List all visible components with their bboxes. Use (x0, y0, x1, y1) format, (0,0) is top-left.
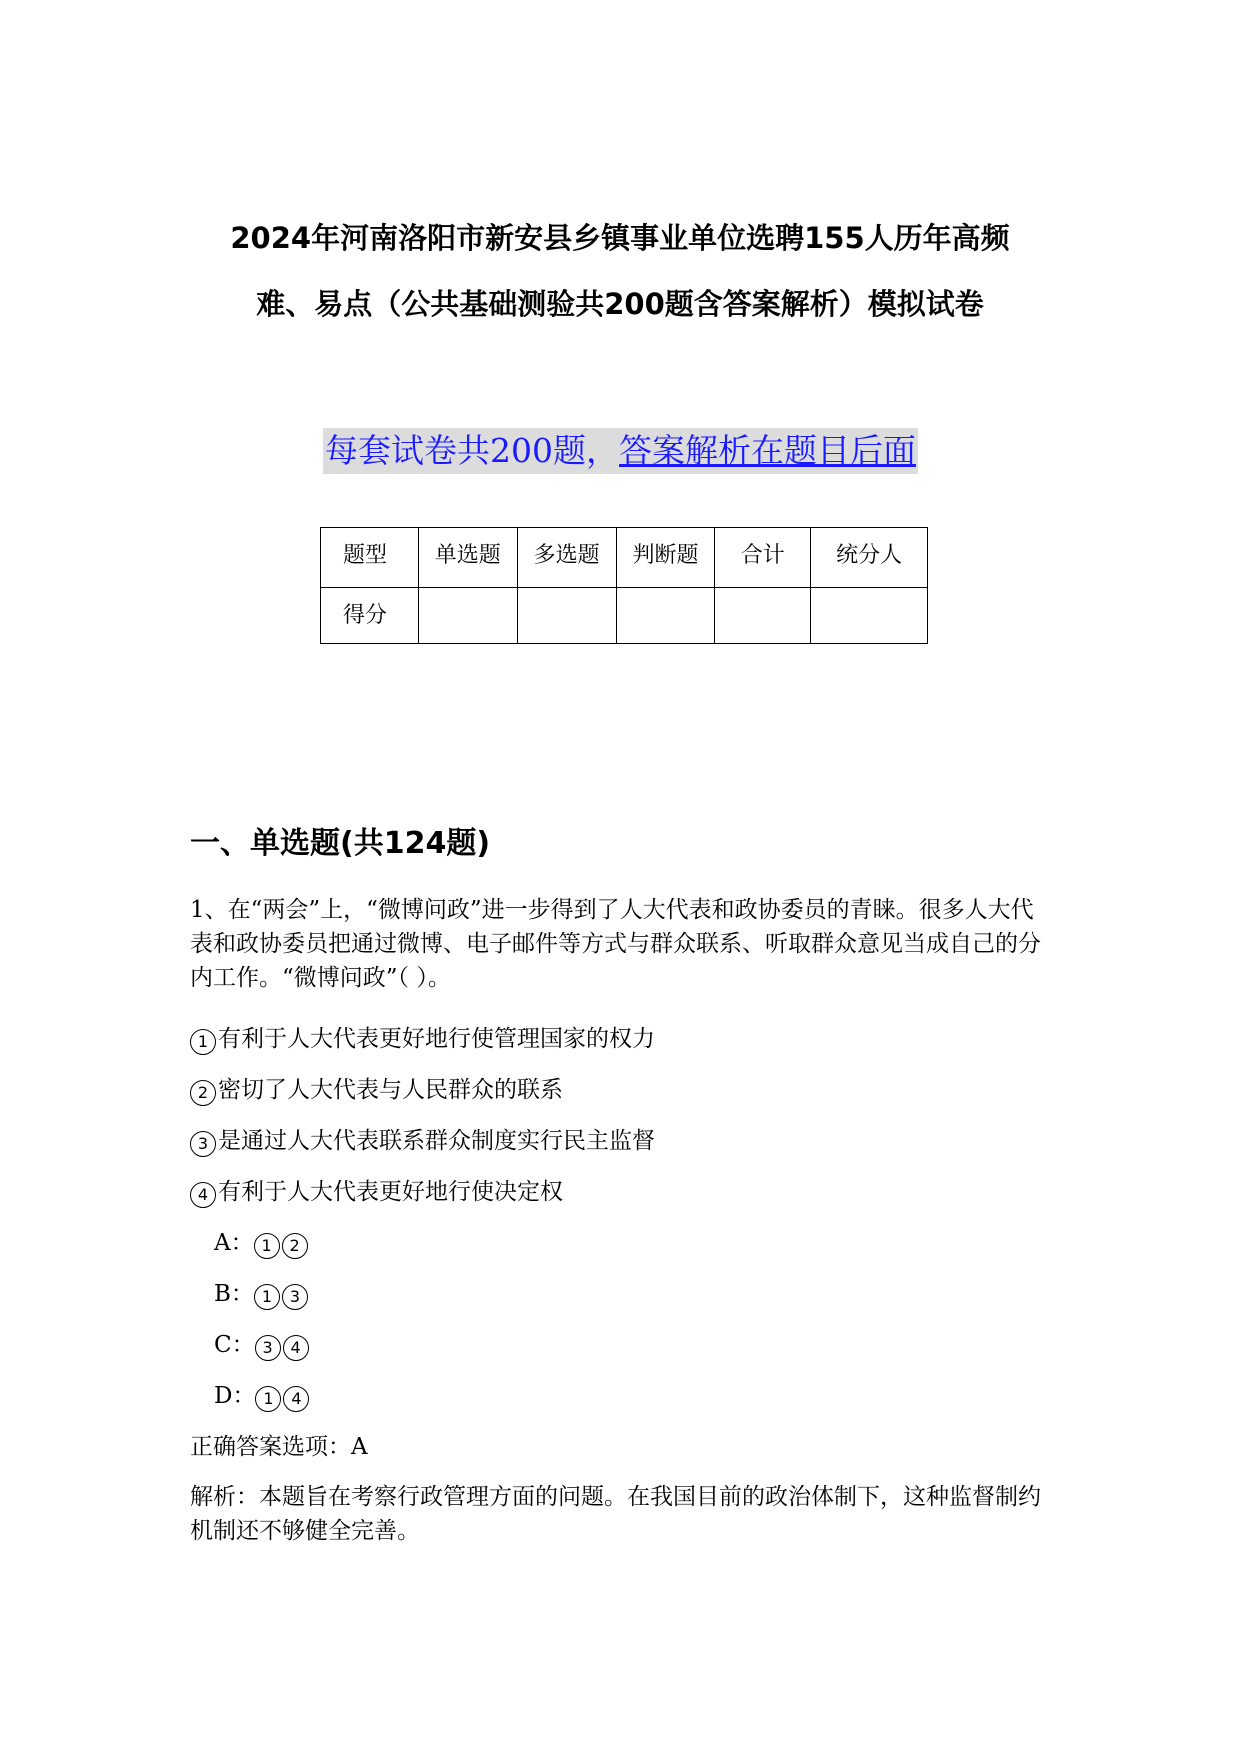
score-table-empty-cell (715, 588, 811, 644)
score-table-empty-cell (811, 588, 928, 644)
option-c (190, 1311, 1050, 1362)
circled-number: 1 (190, 1029, 216, 1055)
option-label: A： (214, 1230, 254, 1256)
circled-number: 2 (282, 1233, 308, 1259)
circled-number: 1 (255, 1386, 281, 1412)
document-title-line2: 难、易点（公共基础测验共200题含答案解析）模拟试卷 (256, 287, 984, 321)
circled-number: 4 (283, 1386, 309, 1412)
score-table-header-cell: 题型 (321, 528, 419, 588)
section-heading: 一、单选题(共124题) (190, 826, 491, 861)
banner (323, 428, 918, 474)
statement-item (190, 1056, 1050, 1107)
banner-link[interactable]: 答案解析在题目后面 (619, 431, 916, 470)
score-table-score-row (321, 588, 928, 644)
document-title (180, 205, 1060, 337)
question-stem: 1、在“两会”上，“微博问政”进一步得到了人大代表和政协委员的青睐。很多人大代表和政协委员把通过微博、电子邮件等方式与群众联系、听取群众意见当成自己的分内工作。“微博问政”（ ）。 (190, 897, 1041, 991)
score-table-header-cell: 多选题 (517, 528, 616, 588)
option-d (190, 1362, 1050, 1413)
statement-text: 有利于人大代表更好地行使决定权 (218, 1179, 563, 1205)
score-table-row-label: 得分 (321, 588, 419, 644)
score-table-header-cell: 判断题 (616, 528, 715, 588)
option-label: D： (214, 1383, 256, 1409)
option-a (190, 1209, 1050, 1260)
score-table-empty-cell (517, 588, 616, 644)
score-table-empty-cell (616, 588, 715, 644)
statement-list (190, 1005, 1050, 1209)
score-table-header-row (321, 528, 928, 588)
answer-analysis: 解析：本题旨在考察行政管理方面的问题。在我国目前的政治体制下，这种监督制约机制还不够健全完善。 (190, 1484, 1041, 1544)
correct-answer: 正确答案选项：A (190, 1434, 368, 1460)
score-table-header-cell: 统分人 (811, 528, 928, 588)
question-block (190, 893, 1050, 1548)
banner-text: 每套试卷共200题， (325, 431, 619, 470)
option-label: C： (214, 1332, 255, 1358)
statement-text: 密切了人大代表与人民群众的联系 (218, 1077, 563, 1103)
statement-item (190, 1005, 1050, 1056)
score-table (320, 527, 928, 644)
circled-number: 3 (255, 1335, 281, 1361)
circled-number: 3 (282, 1284, 308, 1310)
score-table-header-cell: 单选题 (418, 528, 517, 588)
statement-text: 有利于人大代表更好地行使管理国家的权力 (218, 1026, 655, 1052)
statement-item (190, 1107, 1050, 1158)
circled-number: 1 (254, 1284, 280, 1310)
circled-number: 4 (190, 1182, 216, 1208)
score-table-header-cell: 合计 (715, 528, 811, 588)
banner-wrapper (0, 428, 1241, 474)
circled-number: 4 (283, 1335, 309, 1361)
circled-number: 2 (190, 1080, 216, 1106)
option-label: B： (214, 1281, 254, 1307)
statement-text: 是通过人大代表联系群众制度实行民主监督 (218, 1128, 655, 1154)
option-b (190, 1260, 1050, 1311)
circled-number: 3 (190, 1131, 216, 1157)
statement-item (190, 1158, 1050, 1209)
score-table-empty-cell (418, 588, 517, 644)
document-title-line1: 2024年河南洛阳市新安县乡镇事业单位选聘155人历年高频 (230, 221, 1010, 255)
circled-number: 1 (254, 1233, 280, 1259)
